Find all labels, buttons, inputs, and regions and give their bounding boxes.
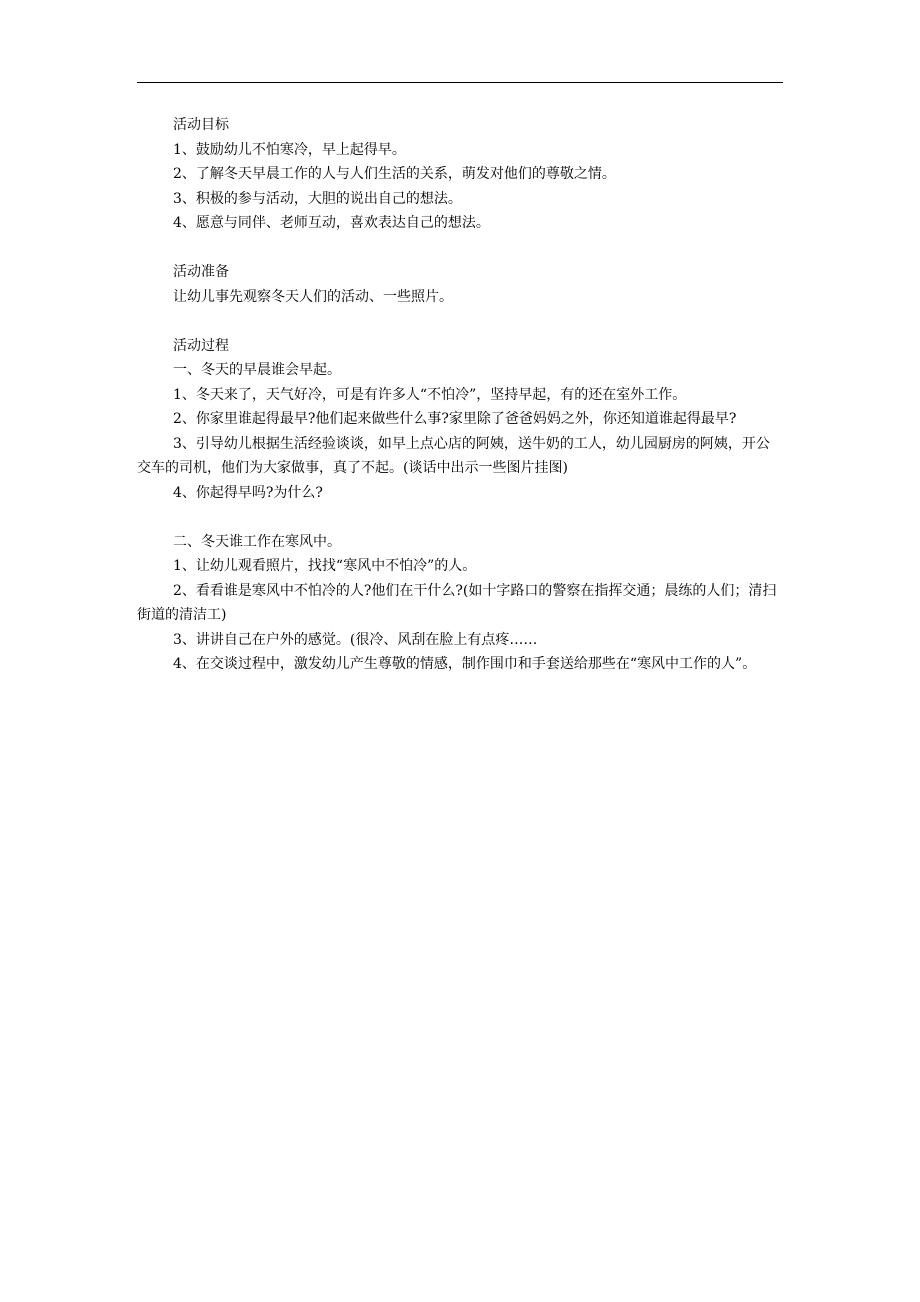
part2-heading: 二、冬天谁工作在寒风中。 [173,533,341,550]
part1-item-1: 1、冬天来了，天气好冷，可是有许多人“不怕冷”，坚持早起，有的还在室外工作。 [173,386,687,403]
part2-item-2: 2、看看谁是寒风中不怕冷的人?他们在干什么?(如十字路口的警察在指挥交通；晨练的人们；清扫街道的清洁工) [137,582,777,623]
part2-item-3: 3、讲讲自己在户外的感觉。(很冷、风刮在脸上有点疼…… [173,631,538,648]
goal-item-4: 4、愿意与同伴、老师互动，喜欢表达自己的想法。 [173,215,490,231]
section-spacer [137,505,783,530]
prep-item-1: 让幼儿事先观察冬天人们的活动、一些照片。 [173,288,453,305]
part1-heading: 一、冬天的早晨谁会早起。 [173,362,341,378]
section-spacer [137,236,783,261]
part2-item-4: 4、在交谈过程中，激发幼儿产生尊敬的情感，制作围巾和手套送给那些在“寒风中工作的人”。 [173,656,757,672]
part1-item-2: 2、你家里谁起得最早?他们起来做些什么事?家里除了爸爸妈妈之外，你还知道谁起得最早? [173,411,737,427]
section-spacer [137,309,783,334]
process-heading: 活动过程 [173,337,229,354]
part2-item-1: 1、让幼儿观看照片，找找“寒风中不怕冷”的人。 [173,558,477,574]
goal-item-2: 2、了解冬天早晨工作的人与人们生活的关系，萌发对他们的尊敬之情。 [173,166,616,182]
prep-heading: 活动准备 [173,264,229,280]
header-rule [137,82,783,83]
goal-item-3: 3、积极的参与活动，大胆的说出自己的想法。 [173,190,462,207]
goal-item-1: 1、鼓励幼儿不怕寒冷，早上起得早。 [173,141,406,158]
part1-item-4: 4、你起得早吗?为什么? [173,484,323,501]
document-body [137,113,783,677]
part1-item-3: 3、引导幼儿根据生活经验谈谈，如早上点心店的阿姨，送牛奶的工人，幼儿园厨房的阿姨，开公交车的司机，他们为大家做事，真了不起。(谈话中出示一些图片挂图) [137,435,770,476]
goals-heading: 活动目标 [173,117,229,133]
